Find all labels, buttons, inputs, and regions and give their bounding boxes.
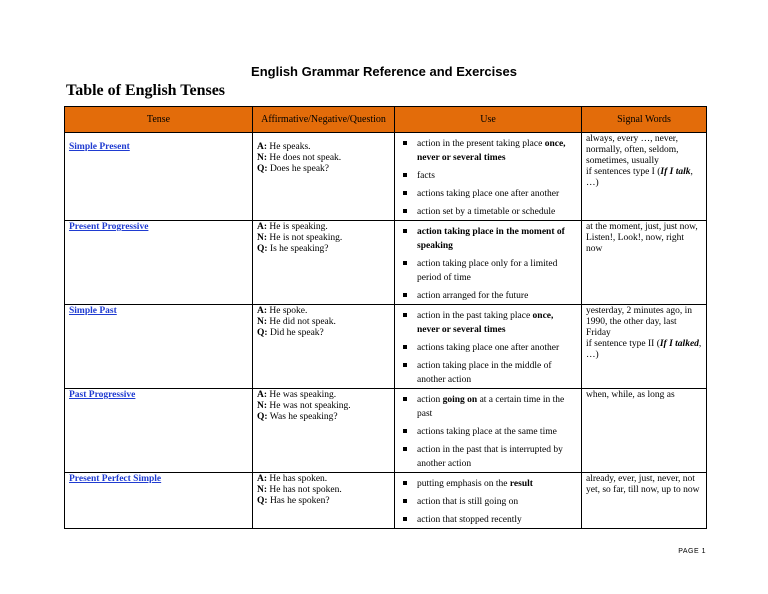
affirmative-form: He speaks.	[269, 142, 311, 152]
question-label: Q:	[257, 328, 268, 338]
signal-words: already, ever, just, never, not yet, so far, till now, up to now	[586, 474, 700, 495]
negative-label: N:	[257, 153, 268, 163]
question-form: Has he spoken?	[269, 496, 330, 506]
use-item: action taking place in the middle of another action	[399, 359, 577, 387]
affirmative-form: He was speaking.	[269, 390, 337, 400]
use-cell	[395, 389, 582, 473]
column-header-use: Use	[395, 107, 582, 133]
use-item: actions taking place one after another	[399, 187, 577, 201]
question-label: Q:	[257, 496, 268, 506]
table-row	[65, 133, 707, 221]
signal-words: always, every …, never, normally, often, seldom, sometimes, usually	[586, 134, 679, 166]
use-item: action that stopped recently	[399, 513, 577, 527]
use-item: action in the present taking place once, never or several times	[399, 137, 577, 165]
signal-words-cell	[582, 473, 707, 529]
forms-cell	[253, 305, 395, 389]
use-item: putting emphasis on the result	[399, 477, 577, 491]
negative-form: He does not speak.	[269, 153, 342, 163]
negative-form: He is not speaking.	[269, 233, 343, 243]
signal-words-cell	[582, 133, 707, 221]
tense-link[interactable]: Past Progressive	[69, 390, 136, 400]
table-header-row	[65, 107, 707, 133]
negative-label: N:	[257, 317, 268, 327]
tense-cell	[65, 389, 253, 473]
tense-link[interactable]: Simple Past	[69, 306, 117, 316]
tense-cell	[65, 221, 253, 305]
document-header: English Grammar Reference and Exercises	[251, 64, 517, 79]
negative-form: He has not spoken.	[269, 485, 342, 495]
signal-words-cell	[582, 305, 707, 389]
column-header-signal-words: Signal Words	[582, 107, 707, 133]
column-header-tense: Tense	[65, 107, 253, 133]
use-item: action in the past that is interrupted by another action	[399, 443, 577, 471]
use-cell	[395, 473, 582, 529]
forms-cell	[253, 221, 395, 305]
affirmative-label: A:	[257, 222, 268, 232]
use-item: action in the past taking place once, never or several times	[399, 309, 577, 337]
tenses-table	[64, 106, 707, 529]
forms-cell	[253, 389, 395, 473]
question-form: Did he speak?	[269, 328, 324, 338]
negative-form: He did not speak.	[269, 317, 336, 327]
tense-cell	[65, 305, 253, 389]
use-item: action arranged for the future	[399, 289, 577, 303]
column-header-forms: Affirmative/Negative/Question	[253, 107, 395, 133]
table-row	[65, 305, 707, 389]
use-cell	[395, 221, 582, 305]
affirmative-form: He is speaking.	[269, 222, 328, 232]
forms-cell	[253, 473, 395, 529]
negative-form: He was not speaking.	[269, 401, 351, 411]
negative-label: N:	[257, 401, 268, 411]
table-row	[65, 389, 707, 473]
signal-words: at the moment, just, just now, Listen!, Look!, now, right now	[586, 222, 698, 254]
table-row	[65, 473, 707, 529]
tense-link[interactable]: Present Perfect Simple	[69, 474, 162, 484]
use-item: action that is still going on	[399, 495, 577, 509]
negative-label: N:	[257, 233, 268, 243]
affirmative-label: A:	[257, 474, 268, 484]
use-item: facts	[399, 169, 577, 183]
tense-link[interactable]: Simple Present	[69, 142, 130, 152]
table-row	[65, 221, 707, 305]
affirmative-label: A:	[257, 306, 268, 316]
question-label: Q:	[257, 412, 268, 422]
use-item: action going on at a certain time in the past	[399, 393, 577, 421]
question-label: Q:	[257, 244, 268, 254]
affirmative-label: A:	[257, 390, 268, 400]
affirmative-form: He spoke.	[269, 306, 308, 316]
tense-cell	[65, 133, 253, 221]
forms-cell	[253, 133, 395, 221]
signal-words: when, while, as long as	[586, 390, 675, 400]
question-form: Was he speaking?	[269, 412, 338, 422]
table-title: Table of English Tenses	[66, 82, 226, 99]
signal-words-conditional: if sentences type I (If I talk, …)	[586, 167, 693, 188]
use-item: action taking place only for a limited period of time	[399, 257, 577, 285]
question-form: Is he speaking?	[269, 244, 329, 254]
use-item: actions taking place at the same time	[399, 425, 577, 439]
negative-label: N:	[257, 485, 268, 495]
page-number: PAGE 1	[678, 548, 706, 555]
question-form: Does he speak?	[269, 164, 330, 174]
tense-link[interactable]: Present Progressive	[69, 222, 149, 232]
use-cell	[395, 305, 582, 389]
affirmative-label: A:	[257, 142, 268, 152]
signal-words-conditional: if sentence type II (If I talked, …)	[586, 339, 702, 360]
use-item: action set by a timetable or schedule	[399, 205, 577, 219]
question-label: Q:	[257, 164, 268, 174]
use-cell	[395, 133, 582, 221]
signal-words-cell	[582, 221, 707, 305]
tense-cell	[65, 473, 253, 529]
use-item: action taking place in the moment of speaking	[399, 225, 577, 253]
affirmative-form: He has spoken.	[269, 474, 328, 484]
use-item: actions taking place one after another	[399, 341, 577, 355]
signal-words-cell	[582, 389, 707, 473]
signal-words: yesterday, 2 minutes ago, in 1990, the other day, last Friday	[586, 306, 692, 338]
